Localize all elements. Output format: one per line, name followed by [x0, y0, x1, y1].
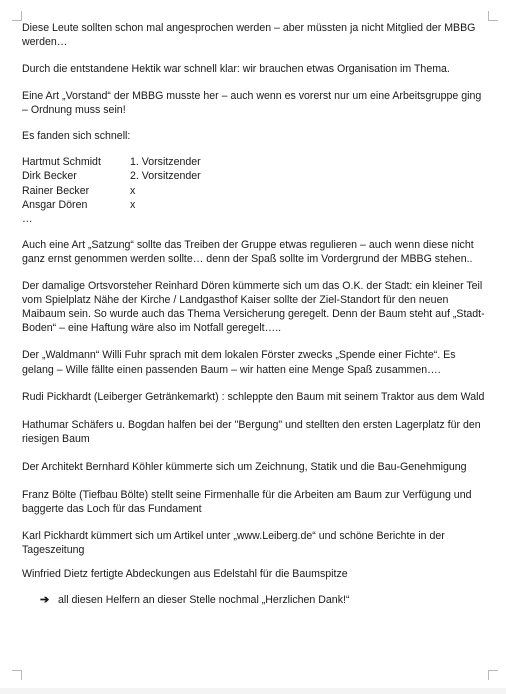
paragraph: Es fanden sich schnell:: [22, 130, 131, 143]
paragraph: Franz Bölte (Tiefbau Bölte) stellt seine Firmenhalle für die Arbeiten am Baum zur Verfügung und baggerte das Loch für das Fundament: [22, 488, 472, 515]
member-list-ellipsis: …: [22, 212, 33, 225]
member-name: Hartmut Schmidt: [22, 156, 101, 169]
corner-mark-bottom-right: [488, 670, 498, 680]
list-item: [22, 155, 488, 169]
thanks-text: all diesen Helfern an dieser Stelle nochmal „Herzlichen Dank!“: [58, 593, 350, 606]
thanks-line: [22, 593, 488, 607]
member-name: Dirk Becker: [22, 170, 77, 183]
paragraph: Der Architekt Bernhard Köhler kümmerte sich um Zeichnung, Statik und die Bau-Genehmigung: [22, 461, 467, 474]
member-name: Rainer Becker: [22, 184, 90, 197]
paragraph: Diese Leute sollten schon mal angesprochen werden – aber müssten ja nicht Mitglied der MBBG werden…: [22, 22, 476, 49]
paragraph: Der damalige Ortsvorsteher Reinhard Dören kümmerte sich um das O.K. der Stadt: ein kleiner Teil vom Spielplatz Nähe der Kirche / Landgasthof Kaiser sollte der Ziel-Standort für den neuen Maibaum sein. So wurde auch das Thema Versicherung geregelt. Denn der Baum steht auf „Stadt-Boden“ – eine Haftung wäre also im Notfall geregelt…..: [22, 279, 485, 335]
paragraph: Rudi Pickhardt (Leiberger Getränkemarkt) : schleppte den Baum mit seinem Traktor aus dem Wald: [22, 390, 485, 403]
paragraph: Der „Waldmann“ Willi Fuhr sprach mit dem lokalen Förster zwecks „Spende einer Fichte“. Es gelang – Wille fällte einen passenden Baum – wir hatten eine Menge Spaß zusammen….: [22, 349, 456, 376]
corner-mark-bottom-left: [12, 670, 22, 680]
corner-mark-top-right: [488, 11, 498, 21]
corner-mark-top-left: [12, 11, 22, 21]
list-item: [22, 184, 488, 198]
list-item: [22, 198, 488, 212]
member-role: 1. Vorsitzender: [130, 156, 201, 169]
paragraph: Karl Pickhardt kümmert sich um Artikel unter „www.Leiberg.de“ und schöne Berichte in der Tageszeitung: [22, 530, 445, 557]
member-name: Ansgar Dören: [22, 198, 88, 211]
member-role: x: [130, 198, 136, 211]
document-body: [22, 21, 488, 607]
paragraph: Durch die entstandene Hektik war schnell klar: wir brauchen etwas Organisation im Thema.: [22, 63, 450, 76]
paragraph: Winfried Dietz fertigte Abdeckungen aus Edelstahl für die Baumspitze: [22, 568, 348, 581]
member-role: 2. Vorsitzender: [130, 170, 201, 183]
list-item: [22, 212, 488, 226]
list-item: [22, 169, 488, 183]
paragraph: Eine Art „Vorstand“ der MBBG musste her – auch wenn es vorerst nur um eine Arbeitsgruppe ging – Ordnung muss sein!: [22, 89, 482, 116]
member-list: [22, 155, 488, 226]
arrow-right-icon: ➔: [40, 593, 50, 606]
paragraph: Hathumar Schäfers u. Bogdan halfen bei der "Bergung" und stellten den ersten Lagerplatz für den riesigen Baum: [22, 418, 481, 446]
member-role: x: [130, 184, 136, 197]
page-gap: [0, 688, 506, 694]
paragraph: Auch eine Art „Satzung“ sollte das Treiben der Gruppe etwas regulieren – auch wenn diese nicht ganz ernst genommen werden sollte… denn der Spaß sollte im Vordergrund der MBBG stehen..: [22, 239, 474, 266]
